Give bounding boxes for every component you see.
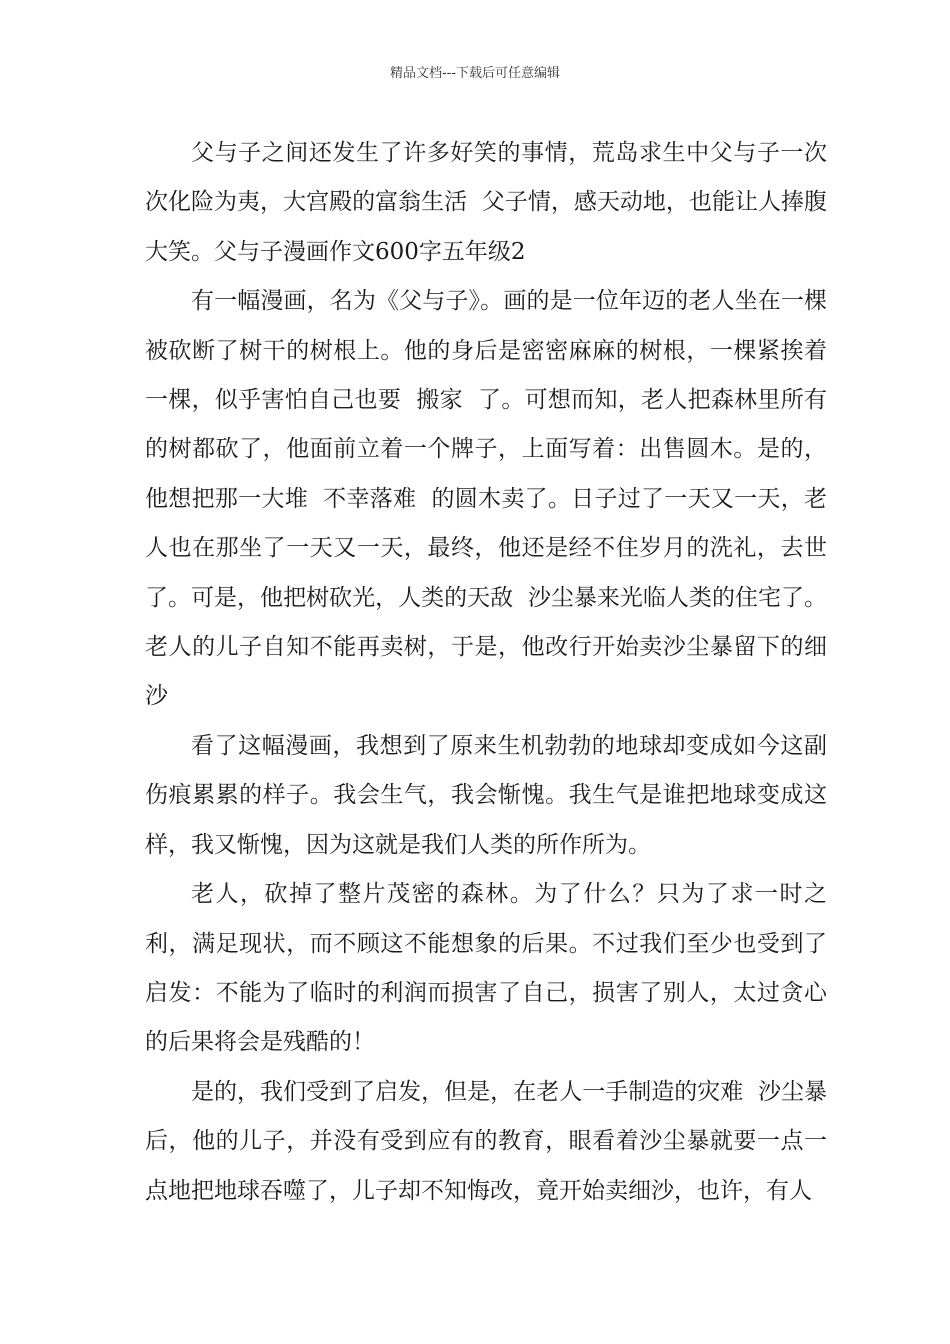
paragraph: 看了这幅漫画，我想到了原来生机勃勃的地球却变成如今这副伤痕累累的样子。我会生气，我会惭愧。我生气是谁把地球变成这样，我又惭愧，因为这就是我们人类的所作所为。 <box>145 732 827 858</box>
paragraph: 是的，我们受到了启发，但是，在老人一手制造的灾难 沙尘暴后，他的儿子，并没有受到应有的教育，眼看着沙尘暴就要一点一点地把地球吞噬了，儿子却不知悔改，竟开始卖细沙，也许，有人 <box>145 1078 827 1204</box>
paragraph: 有一幅漫画，名为《父与子》。画的是一位年迈的老人坐在一棵被砍断了树干的树根上。他的身后是密密麻麻的树根，一棵紧挨着一棵，似乎害怕自己也要 搬家 了。可想而知，老人把森林里所有的树都砍了，他面前立着一个牌子，上面写着：出售圆木。是的，他想把那一大堆 不幸落难 的圆木卖了。日子过了一天又一天，老人也在那坐了一天又一天，最终，他还是经不住岁月的洗礼，去世了。可是，他把树砍光，人类的天敌 沙尘暴来光临人类的住宅了。老人的儿子自知不能再卖树，于是，他改行开始卖沙尘暴留下的细沙 <box>145 288 827 710</box>
paragraph: 父与子之间还发生了许多好笑的事情，荒岛求生中父与子一次次化险为夷，大宫殿的富翁生活 父子情，感天动地，也能让人捧腹大笑。父与子漫画作文600字五年级2 <box>145 140 827 265</box>
page-header: 精品文档---下载后可任意编辑 <box>389 66 561 81</box>
paragraph: 老人，砍掉了整片茂密的森林。为了什么？只为了求一时之利，满足现状，而不顾这不能想象的后果。不过我们至少也受到了启发：不能为了临时的利润而损害了自己，损害了别人，太过贪心的后果将会是残酷的！ <box>145 881 827 1056</box>
document-body <box>145 129 827 1216</box>
